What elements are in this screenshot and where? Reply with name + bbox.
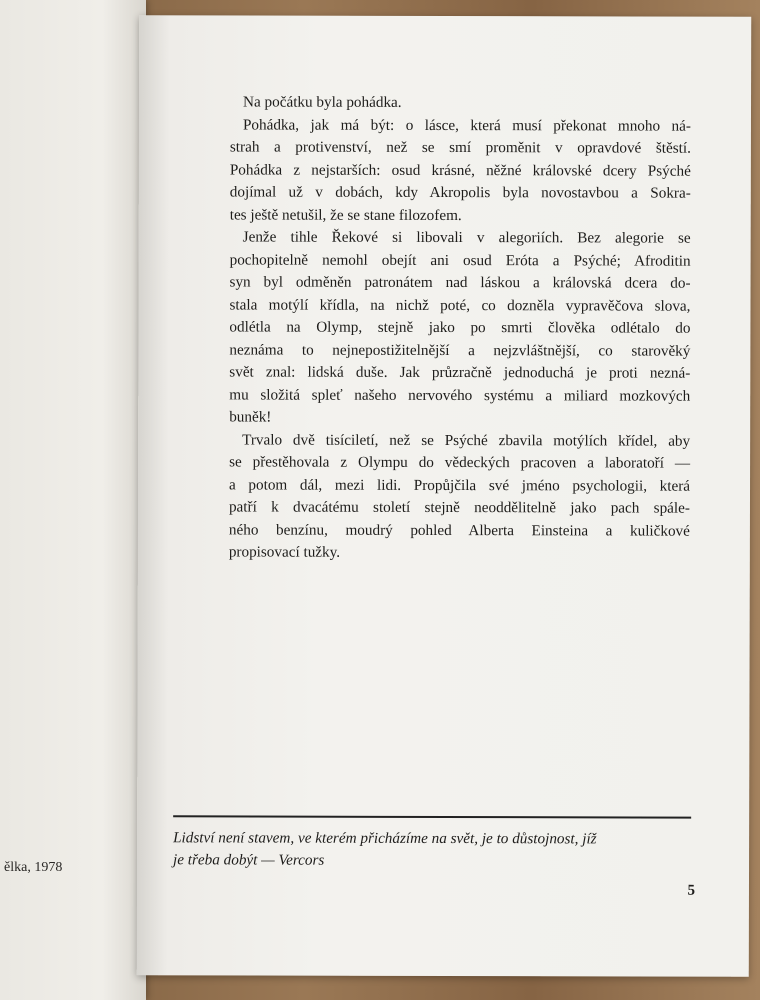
body-text [228, 91, 691, 565]
text-line: svět znal: lidská duše. Jak průzračně jednoduchá je proti nezná- [229, 363, 691, 382]
motto-line: Lidství není stavem, ve kterém přicházíme na svět, je to důstojnost, jíž [173, 829, 597, 848]
paragraph [229, 226, 691, 430]
text-line: Na počátku byla pohádka. [243, 93, 402, 111]
text-line: Jenže tihle Řekové si libovali v alegoriích. Bez alegorie se [242, 228, 691, 247]
right-page [137, 15, 752, 977]
text-line: buněk! [229, 408, 272, 426]
text-line: a potom dál, mezi lidi. Propůjčila své jméno psychologii, která [229, 475, 691, 495]
text-line: strah a protivenství, než se smí proměnit v opravdové štěstí. [229, 138, 691, 157]
paragraph [230, 114, 691, 228]
text-line: stala motýlí křídla, na nichž poté, co dozněla vypravěčova slova, [229, 295, 691, 315]
text-line: odlétla na Olymp, stejně jako po smrti člověka odlétalo do [229, 318, 691, 337]
text-line: ného benzínu, moudrý pohled Alberta Einsteina a kuličkové [228, 520, 690, 540]
text-line: neznáma to nejnepostižitelnější a nejzvláštnější, co starověký [229, 340, 691, 360]
text-line: mu složitá spleť našeho nervového systému a miliard mozkových [229, 385, 691, 405]
text-line: se přestěhovala z Olympu do vědeckých pracoven a laboratoří — [229, 453, 691, 472]
motto-line: je třeba dobýt — Vercors [173, 851, 325, 869]
text-line: syn byl odměněn patronátem nad láskou a královská dcera do- [229, 273, 691, 292]
left-page-text-fragment: ělka, 1978 [4, 860, 63, 875]
text-line: propisovací tužky. [228, 543, 341, 561]
paragraph [243, 91, 691, 115]
text-line: Pohádka, jak má být: o lásce, která musí překonat mnoho ná- [242, 115, 691, 135]
motto-divider [173, 815, 691, 818]
motto [173, 827, 693, 872]
paragraph [229, 429, 690, 565]
text-line: dojímal už v dobách, kdy Akropolis byla novostavbou a Sokra- [229, 183, 691, 202]
left-page [0, 0, 146, 1000]
text-line: patří k dvacátému století stejně neoddělitelně jako pach spále- [228, 498, 690, 517]
text-line: tes ještě netušil, že se stane filozofem. [229, 205, 462, 224]
text-line: Pohádka z nejstarších: osud krásné, něžné královské dcery Psýché [229, 160, 691, 180]
text-line: pochopitelně nemohl obejít ani osud Eróta a Psýché; Afroditin [229, 250, 691, 270]
page-number: 5 [687, 882, 695, 899]
text-line: Trvalo dvě tisíciletí, než se Psýché zbavila motýlích křídel, aby [242, 430, 691, 450]
